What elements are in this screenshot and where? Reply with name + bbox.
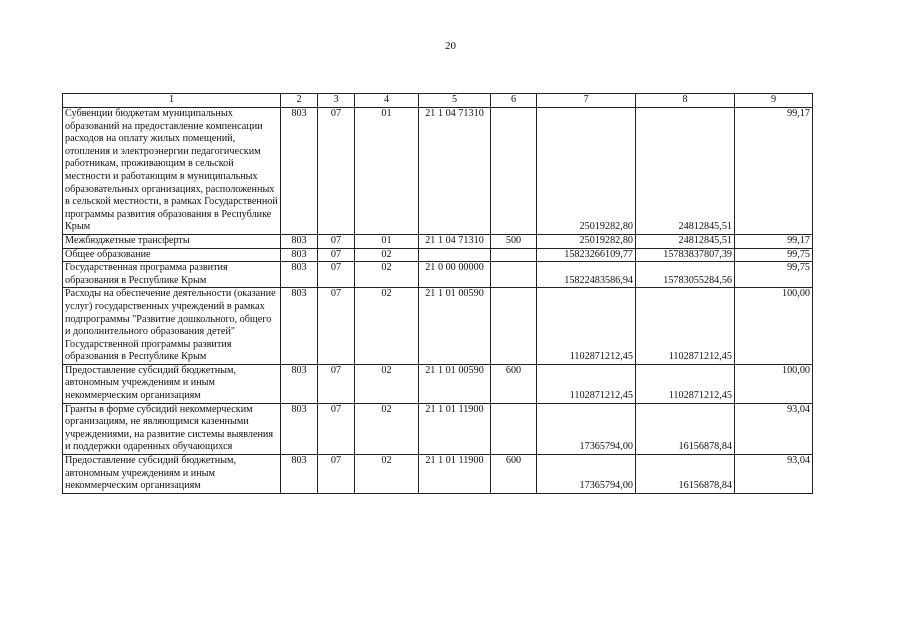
target-article-code: 21 1 01 11900 bbox=[419, 403, 491, 454]
ved-code: 803 bbox=[281, 403, 318, 454]
column-number: 9 bbox=[735, 94, 813, 108]
column-number: 7 bbox=[537, 94, 636, 108]
execution-percent: 93,04 bbox=[735, 455, 813, 494]
expense-type-code bbox=[491, 403, 537, 454]
column-number: 1 bbox=[63, 94, 281, 108]
table-row bbox=[63, 403, 813, 454]
ved-code: 803 bbox=[281, 364, 318, 403]
actual-amount: 1102871212,45 bbox=[636, 364, 735, 403]
column-number: 2 bbox=[281, 94, 318, 108]
column-number: 6 bbox=[491, 94, 537, 108]
section-code: 07 bbox=[318, 262, 355, 288]
table-row bbox=[63, 108, 813, 235]
actual-amount: 15783055284,56 bbox=[636, 262, 735, 288]
expense-type-code: 600 bbox=[491, 364, 537, 403]
row-description: Расходы на обеспечение деятельности (оказание услуг) государственных учреждений в рамках подпрограммы "Развитие дошкольного, общего и дополнительного образования детей" Государственной программы развития образования в Республике Крым bbox=[63, 288, 281, 365]
section-code: 07 bbox=[318, 108, 355, 235]
expense-type-code bbox=[491, 262, 537, 288]
ved-code: 803 bbox=[281, 234, 318, 248]
execution-percent: 99,17 bbox=[735, 108, 813, 235]
planned-amount: 17365794,00 bbox=[537, 455, 636, 494]
table-row bbox=[63, 455, 813, 494]
section-code: 07 bbox=[318, 455, 355, 494]
execution-percent: 99,75 bbox=[735, 248, 813, 262]
subsection-code: 02 bbox=[355, 403, 419, 454]
expense-type-code bbox=[491, 248, 537, 262]
planned-amount: 15822483586,94 bbox=[537, 262, 636, 288]
page-number: 20 bbox=[445, 40, 456, 52]
ved-code: 803 bbox=[281, 262, 318, 288]
row-description: Общее образование bbox=[63, 248, 281, 262]
planned-amount: 15823266109,77 bbox=[537, 248, 636, 262]
planned-amount: 17365794,00 bbox=[537, 403, 636, 454]
table-row bbox=[63, 364, 813, 403]
column-number: 4 bbox=[355, 94, 419, 108]
subsection-code: 02 bbox=[355, 288, 419, 365]
row-description: Государственная программа развития образования в Республике Крым bbox=[63, 262, 281, 288]
column-number: 5 bbox=[419, 94, 491, 108]
execution-percent: 100,00 bbox=[735, 364, 813, 403]
expense-type-code: 500 bbox=[491, 234, 537, 248]
table-row bbox=[63, 288, 813, 365]
execution-percent: 100,00 bbox=[735, 288, 813, 365]
execution-percent: 99,17 bbox=[735, 234, 813, 248]
planned-amount: 1102871212,45 bbox=[537, 364, 636, 403]
row-description: Субвенции бюджетам муниципальных образований на предоставление компенсации расходов на оплату жилых помещений, отопления и электроэнергии педагогическим работникам, проживающим в сельской местности и работающим в муниципальных образовательных организациях, расположенных в сельской местности, в рамках Государственной программы развития образования в Республике Крым bbox=[63, 108, 281, 235]
expense-type-code: 600 bbox=[491, 455, 537, 494]
planned-amount: 25019282,80 bbox=[537, 108, 636, 235]
row-description: Межбюджетные трансферты bbox=[63, 234, 281, 248]
table-row bbox=[63, 248, 813, 262]
actual-amount: 16156878,84 bbox=[636, 455, 735, 494]
subsection-code: 02 bbox=[355, 248, 419, 262]
actual-amount: 24812845,51 bbox=[636, 234, 735, 248]
ved-code: 803 bbox=[281, 455, 318, 494]
row-description: Предоставление субсидий бюджетным, автономным учреждениям и иным некоммерческим организациям bbox=[63, 455, 281, 494]
expense-type-code bbox=[491, 288, 537, 365]
planned-amount: 1102871212,45 bbox=[537, 288, 636, 365]
ved-code: 803 bbox=[281, 248, 318, 262]
target-article-code: 21 1 04 71310 bbox=[419, 108, 491, 235]
subsection-code: 01 bbox=[355, 108, 419, 235]
section-code: 07 bbox=[318, 364, 355, 403]
target-article-code: 21 1 04 71310 bbox=[419, 234, 491, 248]
actual-amount: 1102871212,45 bbox=[636, 288, 735, 365]
target-article-code bbox=[419, 248, 491, 262]
actual-amount: 24812845,51 bbox=[636, 108, 735, 235]
table-row bbox=[63, 262, 813, 288]
expense-type-code bbox=[491, 108, 537, 235]
column-number: 8 bbox=[636, 94, 735, 108]
target-article-code: 21 0 00 00000 bbox=[419, 262, 491, 288]
subsection-code: 02 bbox=[355, 262, 419, 288]
column-number-row bbox=[63, 94, 813, 108]
execution-percent: 93,04 bbox=[735, 403, 813, 454]
budget-table bbox=[62, 93, 813, 494]
section-code: 07 bbox=[318, 234, 355, 248]
row-description: Гранты в форме субсидий некоммерческим организациям, не являющимся казенными учреждениями, на развитие системы выявления и поддержки одаренных обучающихся bbox=[63, 403, 281, 454]
execution-percent: 99,75 bbox=[735, 262, 813, 288]
target-article-code: 21 1 01 11900 bbox=[419, 455, 491, 494]
ved-code: 803 bbox=[281, 288, 318, 365]
section-code: 07 bbox=[318, 288, 355, 365]
subsection-code: 02 bbox=[355, 364, 419, 403]
column-number: 3 bbox=[318, 94, 355, 108]
ved-code: 803 bbox=[281, 108, 318, 235]
target-article-code: 21 1 01 00590 bbox=[419, 364, 491, 403]
actual-amount: 16156878,84 bbox=[636, 403, 735, 454]
table-row bbox=[63, 234, 813, 248]
section-code: 07 bbox=[318, 248, 355, 262]
row-description: Предоставление субсидий бюджетным, автономным учреждениям и иным некоммерческим организациям bbox=[63, 364, 281, 403]
subsection-code: 01 bbox=[355, 234, 419, 248]
subsection-code: 02 bbox=[355, 455, 419, 494]
target-article-code: 21 1 01 00590 bbox=[419, 288, 491, 365]
planned-amount: 25019282,80 bbox=[537, 234, 636, 248]
actual-amount: 15783837807,39 bbox=[636, 248, 735, 262]
section-code: 07 bbox=[318, 403, 355, 454]
